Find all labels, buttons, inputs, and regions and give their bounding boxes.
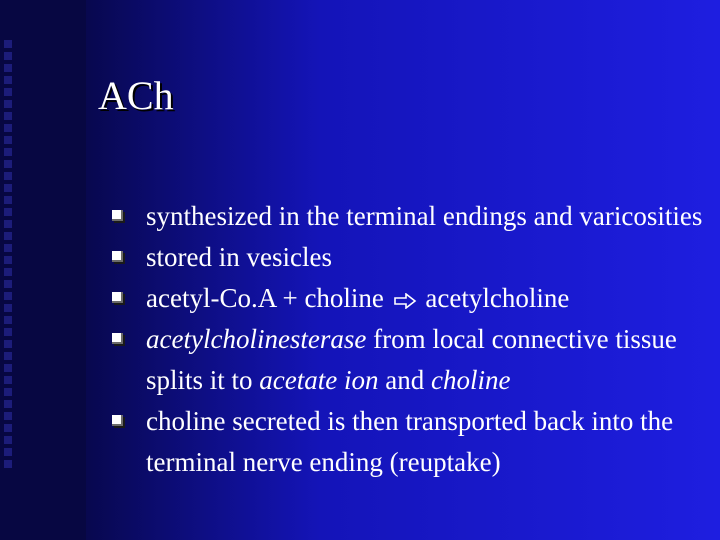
bullet-item [96, 401, 706, 483]
hollow-right-arrow-icon [393, 293, 417, 309]
bullet-item [96, 196, 706, 237]
decorative-square-column [4, 40, 18, 500]
bullet-text-product: acetylcholine [425, 283, 570, 313]
bullet-item [96, 319, 706, 401]
square-bullet-icon [112, 210, 123, 221]
bullet-text: from local connective tissue splits it to [146, 324, 677, 395]
bullet-list [96, 196, 706, 483]
bullet-item [96, 278, 706, 319]
square-bullet-icon [112, 251, 123, 262]
bullet-text-connector: and [378, 365, 431, 395]
bullet-text: synthesized in the terminal endings and varicosities [146, 201, 703, 231]
bullet-text-reactants: acetyl-Co.A + choline [146, 283, 384, 313]
bullet-text: choline secreted is then transported back into the terminal nerve ending (reuptake) [146, 406, 674, 477]
bullet-item [96, 237, 706, 278]
square-bullet-icon [112, 292, 123, 303]
enzyme-term: acetylcholinesterase [146, 324, 367, 354]
square-bullet-icon [112, 333, 123, 344]
product-term-choline: choline [430, 365, 511, 395]
square-bullet-icon [112, 415, 123, 426]
product-term-acetate: acetate ion [259, 365, 379, 395]
bullet-text: stored in vesicles [146, 242, 332, 272]
slide-title: ACh [98, 73, 174, 118]
